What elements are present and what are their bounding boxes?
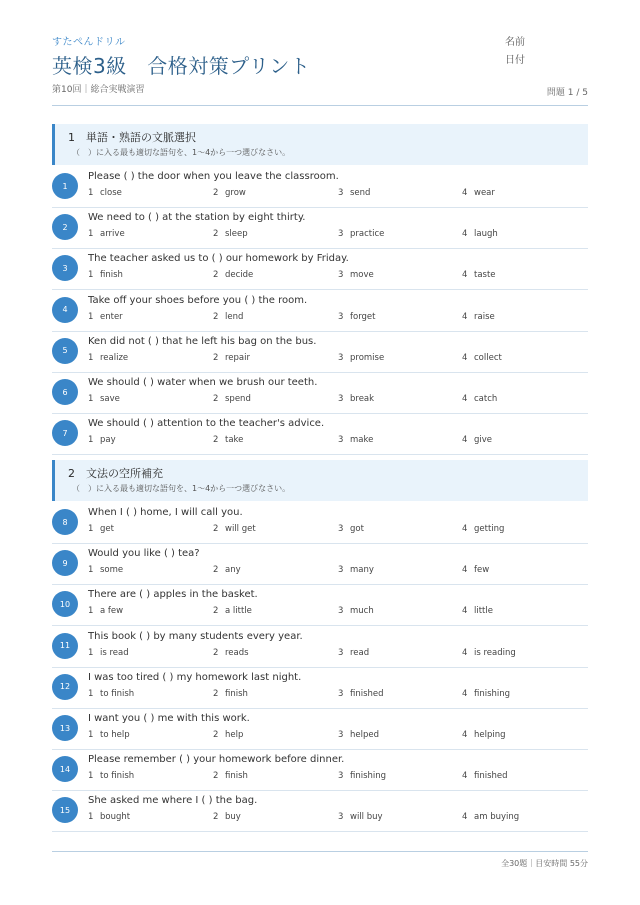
option-text: a few (100, 606, 124, 617)
option-number: 4 (462, 606, 468, 617)
option-text: many (350, 565, 374, 576)
question-row (52, 668, 588, 709)
answer-option[interactable] (88, 524, 114, 534)
question-text: We should ( ) water when we brush our teeth. (88, 377, 318, 388)
question-row (52, 414, 588, 455)
answer-option[interactable] (338, 394, 374, 404)
option-number: 3 (338, 524, 344, 534)
option-text: raise (474, 311, 495, 322)
answer-option[interactable] (462, 229, 498, 239)
answer-option[interactable] (338, 689, 384, 699)
option-number: 4 (462, 647, 468, 658)
option-text: save (100, 394, 120, 404)
option-text: finishing (350, 771, 387, 782)
option-number: 3 (338, 688, 344, 699)
option-text: break (350, 394, 375, 404)
option-text: finished (474, 771, 508, 782)
answer-option[interactable] (338, 648, 369, 658)
question-text: This book ( ) by many students every year. (88, 630, 303, 642)
option-number: 3 (338, 771, 344, 782)
answer-option[interactable] (213, 188, 246, 198)
option-number: 1 (88, 188, 94, 198)
option-number: 2 (213, 812, 219, 823)
answer-option[interactable] (338, 435, 373, 445)
option-text: is reading (474, 647, 516, 658)
option-text: grow (225, 188, 246, 198)
section-instructions: （ ）に入る最も適切な語句を、1〜4から一つ選びなさい。 (72, 148, 291, 157)
answer-option[interactable] (213, 435, 243, 445)
answer-option[interactable] (462, 312, 495, 322)
header-divider (52, 105, 588, 106)
option-number: 4 (462, 352, 468, 363)
question-row (52, 291, 588, 332)
answer-option[interactable] (338, 188, 370, 198)
answer-option[interactable] (88, 435, 116, 445)
option-text: forget (350, 311, 376, 322)
option-text: helped (350, 730, 379, 740)
answer-option[interactable] (462, 270, 496, 280)
option-text: is read (100, 647, 129, 658)
option-text: finish (225, 771, 248, 782)
option-text: taste (474, 270, 496, 281)
question-row (52, 627, 588, 668)
question-number-badge: 9 (52, 550, 78, 576)
option-number: 2 (213, 524, 219, 534)
question-number-badge: 15 (52, 797, 78, 823)
option-text: repair (225, 352, 250, 363)
question-number-badge: 14 (52, 756, 78, 782)
option-text: to finish (100, 688, 135, 699)
option-text: will buy (350, 812, 383, 823)
question-text: When I ( ) home, I will call you. (88, 507, 243, 518)
option-number: 2 (213, 311, 219, 322)
answer-option[interactable] (213, 771, 248, 781)
section-title: 2 文法の空所補充 (68, 467, 163, 480)
option-text: getting (474, 524, 505, 534)
option-text: give (474, 435, 493, 446)
question-number-badge: 8 (52, 509, 78, 535)
option-text: promise (350, 352, 385, 363)
option-number: 4 (462, 311, 468, 322)
answer-option[interactable] (213, 524, 256, 534)
option-text: spend (225, 394, 251, 404)
answer-option[interactable] (462, 689, 510, 699)
option-number: 3 (338, 311, 344, 322)
question-row (52, 585, 588, 626)
question-text: Please ( ) the door when you leave the classroom. (88, 171, 339, 182)
answer-option[interactable] (462, 812, 519, 822)
option-number: 1 (88, 812, 94, 823)
section-header (52, 124, 588, 165)
option-number: 2 (213, 606, 219, 617)
option-text: close (100, 188, 122, 198)
option-text: move (350, 270, 374, 281)
answer-option[interactable] (338, 270, 374, 280)
option-text: will get (225, 524, 256, 534)
option-number: 2 (213, 647, 219, 658)
answer-option[interactable] (88, 771, 134, 781)
option-number: 4 (462, 524, 468, 534)
option-number: 1 (88, 606, 94, 617)
question-row (52, 249, 588, 290)
option-number: 1 (88, 524, 94, 534)
option-number: 2 (213, 771, 219, 782)
option-text: got (350, 524, 364, 534)
option-text: take (225, 435, 244, 446)
answer-option[interactable] (338, 812, 383, 822)
question-text: We should ( ) attention to the teacher's advice. (88, 418, 325, 430)
option-number: 4 (462, 229, 468, 240)
option-number: 3 (338, 606, 344, 617)
date-field-label: 日付 (505, 55, 525, 66)
answer-option[interactable] (462, 648, 516, 658)
answer-option[interactable] (88, 270, 123, 280)
question-row (52, 208, 588, 249)
question-row (52, 332, 588, 373)
option-number: 2 (213, 565, 219, 576)
option-number: 1 (88, 229, 94, 240)
option-text: read (350, 647, 370, 658)
option-text: realize (100, 352, 129, 363)
answer-option[interactable] (213, 648, 249, 658)
option-number: 3 (338, 270, 344, 281)
option-number: 1 (88, 352, 94, 363)
option-number: 3 (338, 229, 344, 240)
option-text: to help (100, 730, 130, 740)
option-text: help (225, 730, 244, 740)
option-number: 1 (88, 730, 94, 740)
option-text: make (350, 435, 374, 446)
question-number-badge: 3 (52, 255, 78, 281)
option-text: a little (225, 606, 252, 617)
question-row (52, 503, 588, 544)
question-row (52, 709, 588, 750)
option-number: 4 (462, 812, 468, 823)
answer-option[interactable] (338, 353, 384, 363)
option-number: 3 (338, 730, 344, 740)
question-row (52, 544, 588, 585)
header (52, 0, 588, 100)
answer-option[interactable] (462, 188, 495, 198)
question-text: We need to ( ) at the station by eight thirty. (88, 212, 306, 224)
question-number-badge: 2 (52, 214, 78, 240)
option-text: much (350, 606, 374, 617)
answer-option[interactable] (88, 312, 123, 322)
option-number: 2 (213, 188, 219, 198)
question-text: There are ( ) apples in the basket. (88, 589, 258, 601)
footer-divider (52, 851, 588, 852)
answer-option[interactable] (213, 730, 243, 740)
option-number: 2 (213, 435, 219, 446)
answer-option[interactable] (338, 565, 374, 575)
option-number: 1 (88, 647, 94, 658)
option-number: 2 (213, 352, 219, 363)
option-text: sleep (225, 229, 248, 240)
answer-option[interactable] (213, 229, 248, 239)
question-number-badge: 13 (52, 715, 78, 741)
option-number: 4 (462, 188, 468, 198)
option-number: 4 (462, 565, 468, 576)
option-text: any (225, 565, 241, 576)
option-text: finished (350, 688, 384, 699)
question-row (52, 167, 588, 208)
question-row (52, 373, 588, 414)
answer-option[interactable] (338, 730, 379, 740)
answer-option[interactable] (338, 524, 364, 534)
option-text: finishing (474, 688, 511, 699)
brand-label: すたぺんドリル (52, 37, 126, 48)
option-text: finish (225, 688, 248, 699)
option-number: 1 (88, 771, 94, 782)
option-text: reads (225, 647, 249, 658)
option-number: 4 (462, 688, 468, 699)
option-number: 2 (213, 270, 219, 281)
answer-option[interactable] (88, 229, 125, 239)
answer-option[interactable] (88, 648, 129, 658)
option-number: 3 (338, 647, 344, 658)
option-number: 2 (213, 730, 219, 740)
answer-option[interactable] (88, 188, 122, 198)
answer-option[interactable] (213, 394, 251, 404)
option-text: catch (474, 394, 498, 404)
answer-option[interactable] (462, 435, 492, 445)
answer-option[interactable] (213, 812, 241, 822)
question-number-badge: 10 (52, 591, 78, 617)
question-number-badge: 6 (52, 379, 78, 405)
option-text: get (100, 524, 114, 534)
option-number: 4 (462, 435, 468, 446)
answer-option[interactable] (213, 353, 250, 363)
option-number: 1 (88, 311, 94, 322)
page-title: 英検3級 合格対策プリント (52, 54, 311, 78)
option-text: pay (100, 435, 116, 446)
answer-option[interactable] (338, 312, 376, 322)
question-text: Ken did not ( ) that he left his bag on the bus. (88, 335, 317, 347)
option-number: 2 (213, 688, 219, 699)
question-text: Would you like ( ) tea? (88, 548, 200, 560)
option-text: few (474, 565, 490, 576)
option-text: finish (100, 270, 123, 281)
answer-option[interactable] (213, 565, 241, 575)
option-number: 1 (88, 394, 94, 404)
option-text: buy (225, 812, 241, 823)
answer-option[interactable] (213, 689, 248, 699)
answer-option[interactable] (462, 565, 489, 575)
answer-option[interactable] (462, 771, 508, 781)
question-number-badge: 12 (52, 674, 78, 700)
option-number: 1 (88, 565, 94, 576)
answer-option[interactable] (88, 689, 134, 699)
session-meta: 第10回｜総合実戦演習 (52, 85, 145, 95)
answer-option[interactable] (88, 730, 130, 740)
question-number-badge: 5 (52, 338, 78, 364)
answer-option[interactable] (338, 606, 374, 616)
question-number-badge: 4 (52, 297, 78, 323)
answer-option[interactable] (462, 730, 506, 740)
option-text: decide (225, 270, 254, 281)
option-text: am buying (474, 812, 520, 823)
answer-option[interactable] (462, 606, 493, 616)
option-number: 1 (88, 435, 94, 446)
question-text: The teacher asked us to ( ) our homework by Friday. (88, 253, 349, 265)
option-number: 1 (88, 688, 94, 699)
option-number: 3 (338, 565, 344, 576)
answer-option[interactable] (213, 312, 243, 322)
answer-option[interactable] (462, 524, 504, 534)
option-text: enter (100, 311, 123, 322)
answer-option[interactable] (88, 353, 128, 363)
option-number: 3 (338, 352, 344, 363)
option-text: helping (474, 730, 506, 740)
question-text: Please remember ( ) your homework before dinner. (88, 754, 345, 766)
option-number: 1 (88, 270, 94, 281)
question-text: I want you ( ) me with this work. (88, 713, 250, 724)
option-text: practice (350, 229, 385, 240)
answer-option[interactable] (88, 565, 123, 575)
option-text: arrive (100, 229, 125, 240)
section-instructions: （ ）に入る最も適切な語句を、1〜4から一つ選びなさい。 (72, 484, 291, 493)
option-text: collect (474, 352, 502, 363)
footer-info: 全30題｜目安時間 55分 (501, 859, 588, 868)
answer-option[interactable] (88, 606, 123, 616)
option-number: 4 (462, 771, 468, 782)
answer-option[interactable] (213, 606, 252, 616)
question-text: She asked me where I ( ) the bag. (88, 795, 258, 807)
question-row (52, 750, 588, 791)
answer-option[interactable] (462, 353, 502, 363)
option-text: wear (474, 188, 495, 198)
option-number: 3 (338, 188, 344, 198)
question-row (52, 791, 588, 832)
name-field-label: 名前 (505, 37, 525, 48)
section-header (52, 460, 588, 501)
option-number: 4 (462, 394, 468, 404)
question-text: Take off your shoes before you ( ) the room. (88, 294, 308, 306)
option-text: some (100, 565, 124, 576)
option-text: send (350, 188, 371, 198)
option-number: 4 (462, 730, 468, 740)
option-number: 2 (213, 229, 219, 240)
question-number-badge: 11 (52, 633, 78, 659)
question-number-badge: 7 (52, 420, 78, 446)
answer-option[interactable] (338, 229, 384, 239)
question-text: I was too tired ( ) my homework last night. (88, 671, 302, 683)
section-title: 1 単語・熟語の文脈選択 (68, 131, 196, 144)
option-text: bought (100, 812, 131, 823)
option-text: little (474, 606, 493, 617)
option-text: lend (225, 311, 244, 322)
answer-option[interactable] (462, 394, 497, 404)
answer-option[interactable] (88, 394, 120, 404)
option-number: 3 (338, 812, 344, 823)
option-number: 4 (462, 270, 468, 281)
answer-option[interactable] (88, 812, 130, 822)
option-number: 3 (338, 435, 344, 446)
option-text: laugh (474, 229, 498, 240)
answer-option[interactable] (213, 270, 253, 280)
option-number: 2 (213, 394, 219, 404)
option-text: to finish (100, 771, 135, 782)
question-number-badge: 1 (52, 173, 78, 199)
answer-option[interactable] (338, 771, 386, 781)
page-indicator: 問題 1 / 5 (546, 88, 588, 98)
option-number: 3 (338, 394, 344, 404)
